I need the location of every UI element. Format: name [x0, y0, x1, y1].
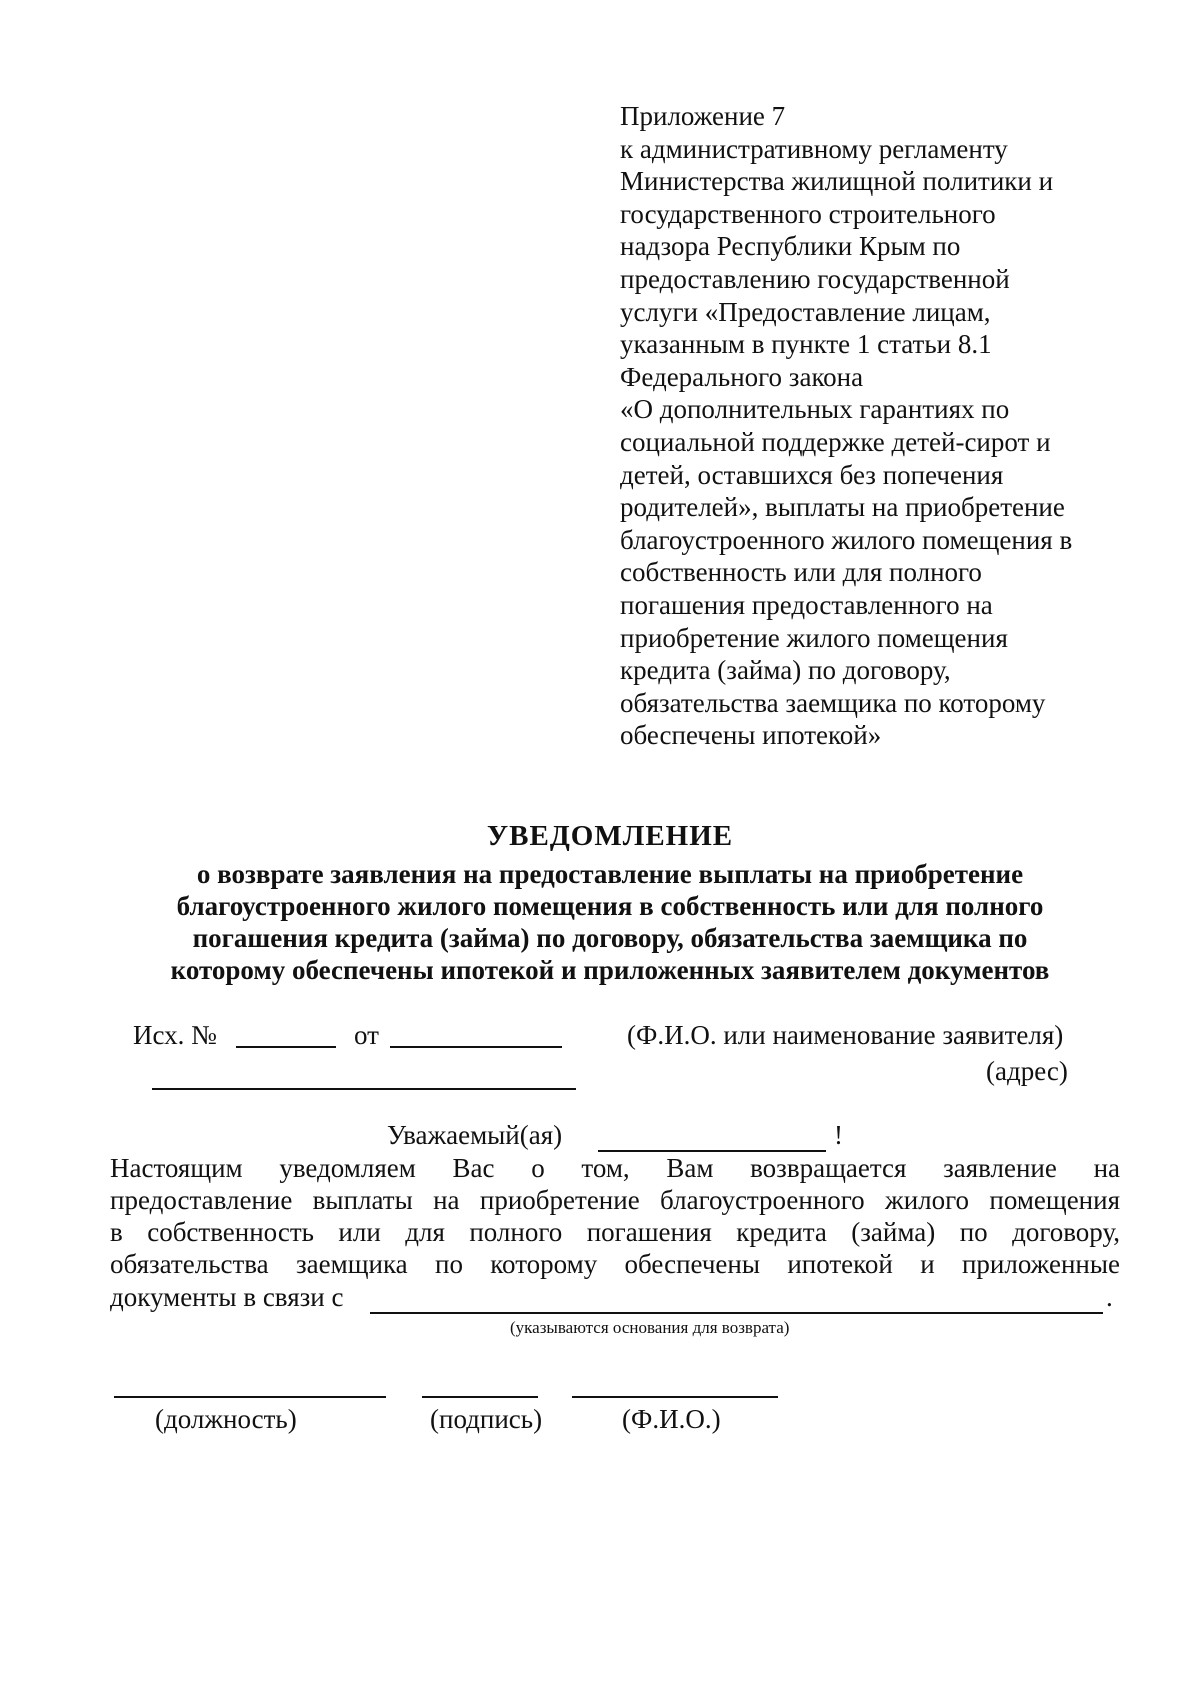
- signature-label: (подпись): [430, 1404, 543, 1434]
- appendix-block: [620, 100, 1140, 752]
- appendix-line: «О дополнительных гарантиях по: [620, 394, 1010, 425]
- signature-field[interactable]: [422, 1396, 538, 1398]
- appendix-line: кредита (займа) по договору,: [620, 655, 951, 686]
- body-line: обязательства заемщика по которому обеспечены ипотекой и приложенные: [110, 1249, 1120, 1279]
- appendix-line: надзора Республики Крым по: [620, 231, 961, 262]
- position-field[interactable]: [114, 1396, 386, 1398]
- appendix-line: указанным в пункте 1 статьи 8.1: [620, 329, 992, 360]
- appendix-line: Федерального закона: [620, 361, 864, 392]
- ref-number-label: Исх. №: [133, 1020, 217, 1050]
- subtitle-line: о возврате заявления на предоставление выплаты на приобретение: [196, 859, 1024, 889]
- position-label: (должность): [155, 1404, 297, 1434]
- subtitle-line: благоустроенного жилого помещения в собственность или для полного: [176, 891, 1044, 921]
- document-title: УВЕДОМЛЕНИЕ: [486, 820, 734, 852]
- ref-number-field[interactable]: [236, 1046, 336, 1048]
- notice-body: [110, 1152, 1120, 1280]
- greeting-exclamation: !: [834, 1120, 843, 1150]
- appendix-line: родителей», выплаты на приобретение: [620, 492, 1065, 523]
- from-label: от: [354, 1020, 379, 1050]
- address-label: (адрес): [986, 1056, 1068, 1086]
- document-subtitle: [100, 858, 1120, 986]
- appendix-line: собственность или для полного: [620, 557, 982, 588]
- body-line: в собственность или для полного погашения кредита (займа) по договору,: [110, 1217, 1120, 1247]
- reason-field[interactable]: [370, 1312, 1103, 1314]
- appendix-line: погашения предоставленного на: [620, 589, 993, 620]
- appendix-line: Приложение 7: [620, 101, 786, 131]
- body-line: предоставление выплаты на приобретение благоустроенного жилого помещения: [110, 1185, 1120, 1215]
- full-name-label: (Ф.И.О.): [622, 1404, 721, 1434]
- appendix-line: приобретение жилого помещения: [620, 622, 1008, 653]
- appendix-line: Министерства жилищной политики и: [620, 166, 1054, 197]
- date-field[interactable]: [390, 1046, 562, 1048]
- reason-hint: (указываются основания для возврата): [510, 1318, 790, 1337]
- appendix-line: к административному регламенту: [620, 133, 1008, 164]
- subtitle-line: погашения кредита (займа) по договору, обязательства заемщика по: [192, 923, 1028, 953]
- body-end-period: .: [1106, 1282, 1113, 1312]
- body-last-line: документы в связи с: [110, 1282, 344, 1312]
- appendix-line: государственного строительного: [620, 198, 996, 229]
- appendix-line: обязательства заемщика по которому: [620, 687, 1046, 718]
- outgoing-extra-field[interactable]: [152, 1088, 576, 1090]
- applicant-name-label: (Ф.И.О. или наименование заявителя): [627, 1020, 1064, 1050]
- appendix-line: благоустроенного жилого помещения в: [620, 524, 1073, 555]
- body-line: Настоящим уведомляем Вас о том, Вам возвращается заявление на: [110, 1153, 1120, 1183]
- appendix-line: предоставлению государственной: [620, 263, 1010, 294]
- full-name-field[interactable]: [572, 1396, 778, 1398]
- appendix-line: услуги «Предоставление лицам,: [620, 296, 991, 327]
- greeting-label: Уважаемый(ая): [387, 1120, 563, 1150]
- appendix-line: обеспечены ипотекой»: [620, 720, 882, 751]
- subtitle-line: которому обеспечены ипотекой и приложенных заявителем документов: [170, 955, 1050, 985]
- appendix-line: детей, оставшихся без попечения: [620, 459, 1004, 490]
- appendix-line: социальной поддержке детей-сирот и: [620, 426, 1051, 457]
